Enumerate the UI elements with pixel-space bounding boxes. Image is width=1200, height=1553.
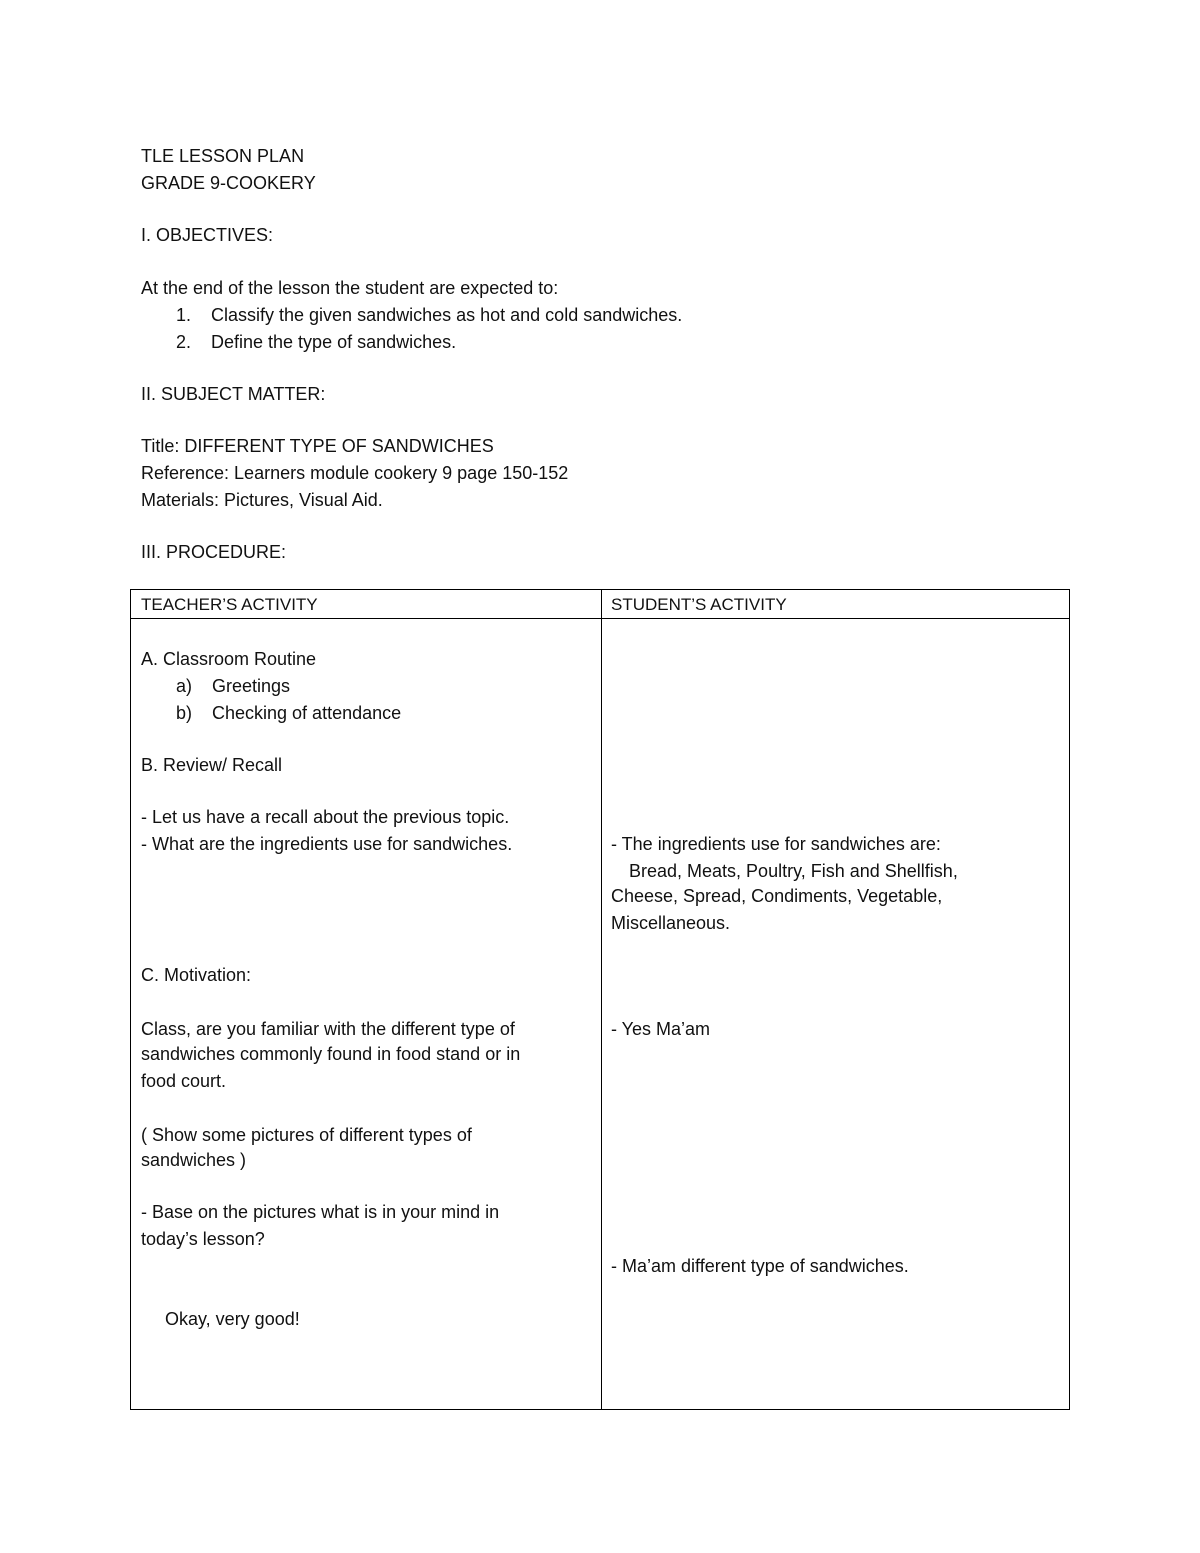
teacher-column-header: TEACHER’S ACTIVITY: [141, 595, 318, 614]
routine-attendance: Checking of attendance: [212, 703, 402, 723]
procedure-heading: III. PROCEDURE:: [141, 542, 287, 562]
routine-greetings: Greetings: [212, 676, 291, 696]
doc-title: TLE LESSON PLAN: [141, 146, 305, 166]
subject-reference: Reference: Learners module cookery 9 page 150-152: [141, 463, 569, 483]
lesson-question-line: - Base on the pictures what is in your mind in: [141, 1202, 500, 1222]
instruction-line: sandwiches ): [141, 1150, 247, 1170]
student-answer-line: - The ingredients use for sandwiches are:: [611, 834, 941, 854]
student-answer: - Ma’am different type of sandwiches.: [611, 1256, 909, 1276]
grade-line: GRADE 9-COOKERY: [141, 173, 316, 193]
teacher-praise: Okay, very good!: [165, 1309, 300, 1329]
classroom-routine: A. Classroom Routine: [141, 649, 317, 669]
recall-question: - What are the ingredients use for sandwiches.: [141, 834, 513, 854]
header-divider: [131, 618, 1069, 619]
subject-matter-heading: II. SUBJECT MATTER:: [141, 384, 326, 404]
objective-item: Classify the given sandwiches as hot and cold sandwiches.: [211, 305, 683, 325]
student-answer-line: Cheese, Spread, Condiments, Vegetable,: [611, 886, 943, 906]
objectives-intro: At the end of the lesson the student are expected to:: [141, 278, 559, 298]
objective-number: 1.: [176, 305, 192, 325]
column-divider: [601, 590, 602, 1409]
motivation-heading: C. Motivation:: [141, 965, 252, 985]
list-marker: b): [176, 703, 193, 723]
review-recall: B. Review/ Recall: [141, 755, 283, 775]
subject-materials: Materials: Pictures, Visual Aid.: [141, 490, 383, 510]
lesson-question-line: today’s lesson?: [141, 1229, 265, 1249]
subject-title: Title: DIFFERENT TYPE OF SANDWICHES: [141, 436, 494, 456]
student-answer-line: Miscellaneous.: [611, 913, 731, 933]
recall-line: - Let us have a recall about the previous topic.: [141, 807, 510, 827]
instruction-line: ( Show some pictures of different types of: [141, 1125, 472, 1145]
motivation-question-line: Class, are you familiar with the different type of: [141, 1019, 515, 1039]
activity-table: [130, 589, 1070, 1410]
motivation-question-line: food court.: [141, 1071, 227, 1091]
student-answer: - Yes Ma’am: [611, 1019, 711, 1039]
objective-item: Define the type of sandwiches.: [211, 332, 457, 352]
objective-number: 2.: [176, 332, 192, 352]
student-answer-line: Bread, Meats, Poultry, Fish and Shellfish,: [629, 861, 958, 881]
student-column-header: STUDENT’S ACTIVITY: [611, 595, 787, 614]
list-marker: a): [176, 676, 193, 696]
objectives-heading: I. OBJECTIVES:: [141, 225, 274, 245]
motivation-question-line: sandwiches commonly found in food stand or in: [141, 1044, 521, 1064]
